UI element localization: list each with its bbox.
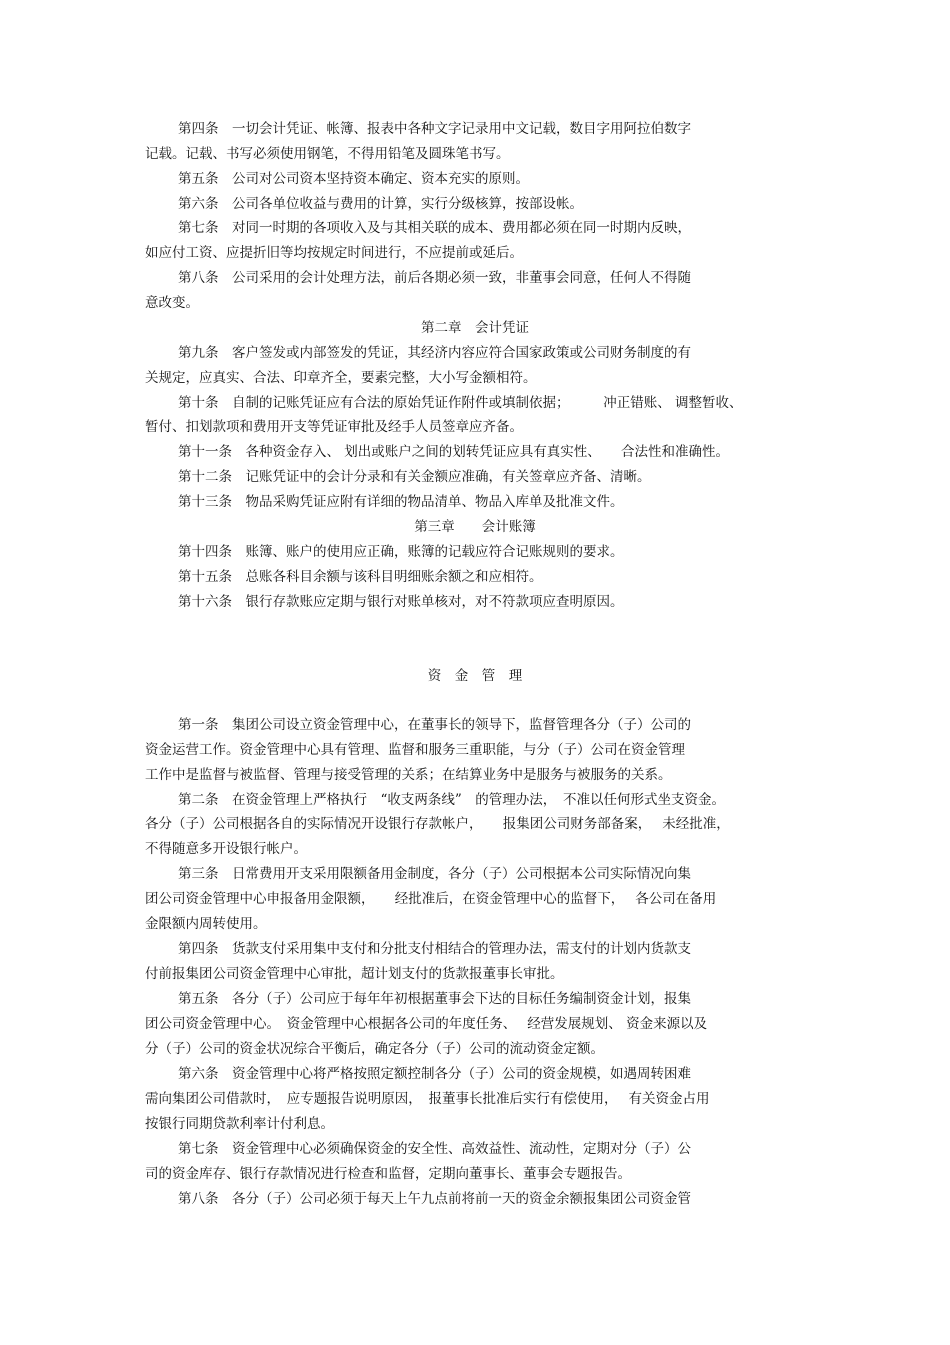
paragraph-line: 第十四条 账簿、账户的使用应正确，账簿的记载应符合记账规则的要求。 bbox=[178, 544, 624, 560]
paragraph-line: 第七条 对同一时期的各项收入及与其相关联的成本、费用都必须在同一时期内反映， bbox=[178, 220, 691, 236]
paragraph-line: 第七条 资金管理中心必须确保资金的安全性、高效益性、流动性，定期对分（子）公 bbox=[178, 1141, 691, 1157]
paragraph-line: 第十三条 物品采购凭证应附有详细的物品清单、物品入库单及批准文件。 bbox=[178, 494, 624, 510]
paragraph-line: 第二条 在资金管理上严格执行 “收支两条线” 的管理办法， 不准以任何形式坐支资金。 bbox=[178, 792, 726, 808]
paragraph-line: 记载。记载、书写必须使用钢笔，不得用铅笔及圆珠笔书写。 bbox=[145, 146, 510, 162]
section-title: 资 金 管 理 bbox=[427, 668, 523, 684]
paragraph-line: 团公司资金管理中心申报备用金限额， 经批准后，在资金管理中心的监督下， 各公司在备用 bbox=[145, 891, 717, 907]
chapter-heading: 第二章 会计凭证 bbox=[421, 320, 529, 336]
paragraph-line: 付前报集团公司资金管理中心审批，超计划支付的货款报董事长审批。 bbox=[145, 966, 564, 982]
paragraph-line: 第三条 日常费用开支采用限额备用金制度，各分（子）公司根据本公司实际情况向集 bbox=[178, 866, 691, 882]
paragraph-line: 需向集团公司借款时， 应专题报告说明原因， 报董事长批准后实行有偿使用， 有关资金占用 bbox=[145, 1091, 710, 1107]
paragraph-line: 第五条 各分（子）公司应于每年年初根据董事会下达的目标任务编制资金计划，报集 bbox=[178, 991, 691, 1007]
paragraph-line: 第十五条 总账各科目余额与该科目明细账余额之和应相符。 bbox=[178, 569, 543, 585]
paragraph-line: 第八条 各分（子）公司必须于每天上午九点前将前一天的资金余额报集团公司资金管 bbox=[178, 1191, 691, 1207]
paragraph-line: 第四条 一切会计凭证、帐簿、报表中各种文字记录用中文记载，数目字用阿拉伯数字 bbox=[178, 121, 691, 137]
paragraph-line: 意改变。 bbox=[145, 295, 199, 311]
paragraph-line: 第十六条 银行存款账应定期与银行对账单核对，对不符款项应查明原因。 bbox=[178, 594, 624, 610]
paragraph-line: 第六条 资金管理中心将严格按照定额控制各分（子）公司的资金规模，如遇周转困难 bbox=[178, 1066, 691, 1082]
paragraph-line: 不得随意多开设银行帐户。 bbox=[145, 841, 307, 857]
paragraph-line: 第六条 公司各单位收益与费用的计算，实行分级核算，按部设帐。 bbox=[178, 196, 583, 212]
chapter-heading: 第三章 会计账簿 bbox=[414, 519, 536, 535]
paragraph-line: 关规定，应真实、合法、印章齐全，要素完整，大小写金额相符。 bbox=[145, 370, 537, 386]
paragraph-line: 第一条 集团公司设立资金管理中心，在董事长的领导下，监督管理各分（子）公司的 bbox=[178, 717, 691, 733]
paragraph-line: 金限额内周转使用。 bbox=[145, 916, 267, 932]
paragraph-line: 第十条 自制的记账凭证应有合法的原始凭证作附件或填制依据； 冲正错账、 调整暂收、 bbox=[178, 395, 743, 411]
paragraph-line: 第五条 公司对公司资本坚持资本确定、资本充实的原则。 bbox=[178, 171, 529, 187]
paragraph-line: 第九条 客户签发或内部签发的凭证，其经济内容应符合国家政策或公司财务制度的有 bbox=[178, 345, 691, 361]
paragraph-line: 第十二条 记账凭证中的会计分录和有关金额应准确，有关签章应齐备、清晰。 bbox=[178, 469, 651, 485]
paragraph-line: 工作中是监督与被监督、管理与接受管理的关系；在结算业务中是服务与被服务的关系。 bbox=[145, 767, 672, 783]
paragraph-line: 司的资金库存、银行存款情况进行检查和监督，定期向董事长、董事会专题报告。 bbox=[145, 1166, 631, 1182]
paragraph-line: 按银行同期贷款利率计付利息。 bbox=[145, 1116, 334, 1132]
paragraph-line: 第四条 货款支付采用集中支付和分批支付相结合的管理办法，需支付的计划内货款支 bbox=[178, 941, 691, 957]
paragraph-line: 各分（子）公司根据各自的实际情况开设银行存款帐户， 报集团公司财务部备案， 未经批准， bbox=[145, 816, 730, 832]
paragraph-line: 团公司资金管理中心。 资金管理中心根据各公司的年度任务、 经营发展规划、 资金来源以及 bbox=[145, 1016, 708, 1032]
paragraph-line: 如应付工资、应提折旧等均按规定时间进行，不应提前或延后。 bbox=[145, 245, 523, 261]
paragraph-line: 分（子）公司的资金状况综合平衡后，确定各分（子）公司的流动资金定额。 bbox=[145, 1041, 604, 1057]
paragraph-line: 暂付、扣划款项和费用开支等凭证审批及经手人员签章应齐备。 bbox=[145, 419, 523, 435]
paragraph-line: 第八条 公司采用的会计处理方法，前后各期必须一致，非董事会同意，任何人不得随 bbox=[178, 270, 691, 286]
paragraph-line: 资金运营工作。资金管理中心具有管理、监督和服务三重职能，与分（子）公司在资金管理 bbox=[145, 742, 685, 758]
paragraph-line: 第十一条 各种资金存入、 划出或账户之间的划转凭证应具有真实性、 合法性和准确性。 bbox=[178, 444, 730, 460]
